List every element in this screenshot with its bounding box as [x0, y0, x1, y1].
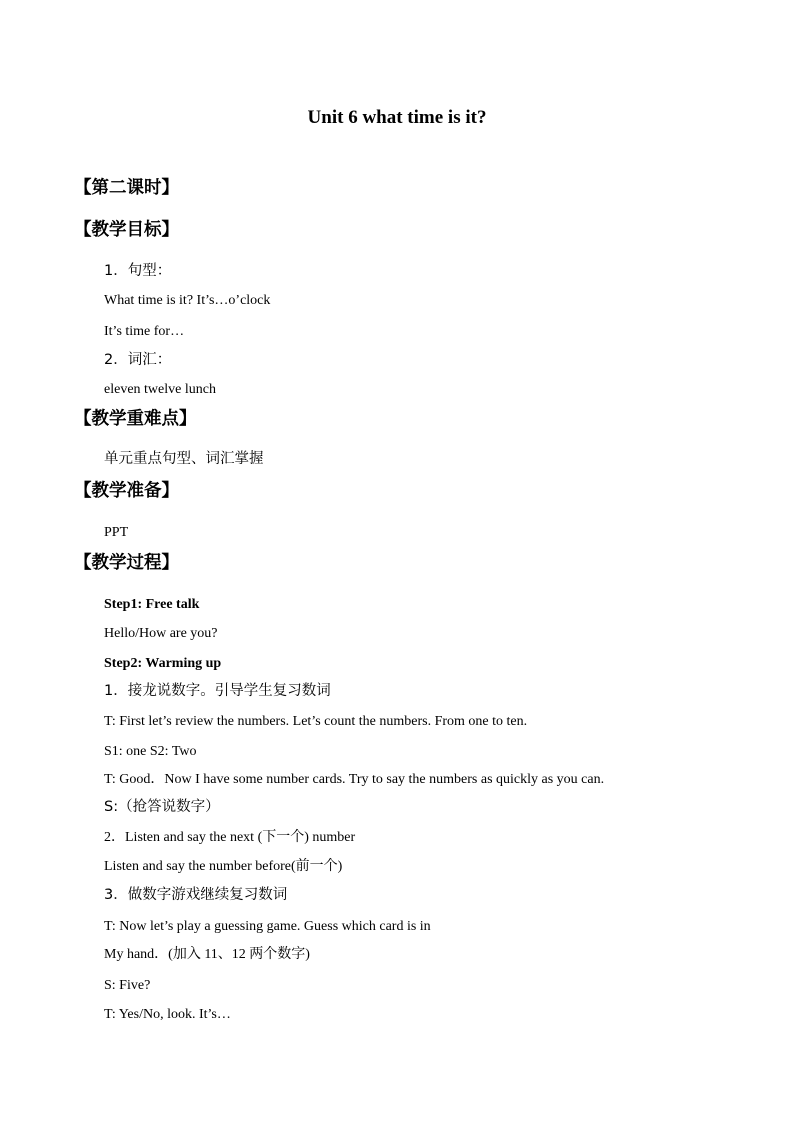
- step2-line8: S: Five?: [104, 978, 151, 993]
- step1-line: Hello/How are you?: [104, 626, 218, 641]
- step2-line2: S1: one S2: Two: [104, 744, 197, 759]
- step2-line5: Listen and say the number before(前一个): [104, 859, 343, 874]
- key-points-text: 单元重点句型、词汇掌握: [104, 451, 264, 467]
- step2-line7: My hand．(加入 11、12 两个数字): [104, 947, 310, 962]
- process-heading: 【教学过程】: [74, 553, 179, 573]
- step2-item1: 1．接龙说数字。引导学生复习数词: [104, 683, 331, 699]
- step2-line6: T: Now let’s play a guessing game. Guess which card is in: [104, 919, 431, 934]
- objectives-heading: 【教学目标】: [74, 220, 179, 240]
- step1-title: Step1: Free talk: [104, 597, 200, 612]
- objectives-item2-label: 2．词汇：: [104, 352, 172, 368]
- step2-line4: S:（抢答说数字）: [104, 799, 220, 815]
- step2-title: Step2: Warming up: [104, 656, 222, 671]
- preparation-text: PPT: [104, 525, 129, 540]
- objectives-vocabulary: eleven twelve lunch: [104, 382, 216, 397]
- step2-line3: T: Good．Now I have some number cards. Try to say the numbers as quickly as you can.: [104, 772, 605, 787]
- step2-item2: 2．Listen and say the next (下一个) number: [104, 830, 356, 845]
- key-points-heading: 【教学重难点】: [74, 409, 197, 429]
- objectives-sentence-1: What time is it? It’s…o’clock: [104, 293, 271, 308]
- objectives-item1-label: 1．句型：: [104, 263, 172, 279]
- preparation-heading: 【教学准备】: [74, 481, 179, 501]
- step2-line9: T: Yes/No, look. It’s…: [104, 1007, 231, 1022]
- step2-line1: T: First let’s review the numbers. Let’s count the numbers. From one to ten.: [104, 714, 528, 729]
- document-title: Unit 6 what time is it?: [307, 107, 487, 128]
- objectives-sentence-2: It’s time for…: [104, 324, 185, 339]
- step2-item3: 3．做数字游戏继续复习数词: [104, 887, 288, 903]
- lesson-heading: 【第二课时】: [74, 178, 179, 198]
